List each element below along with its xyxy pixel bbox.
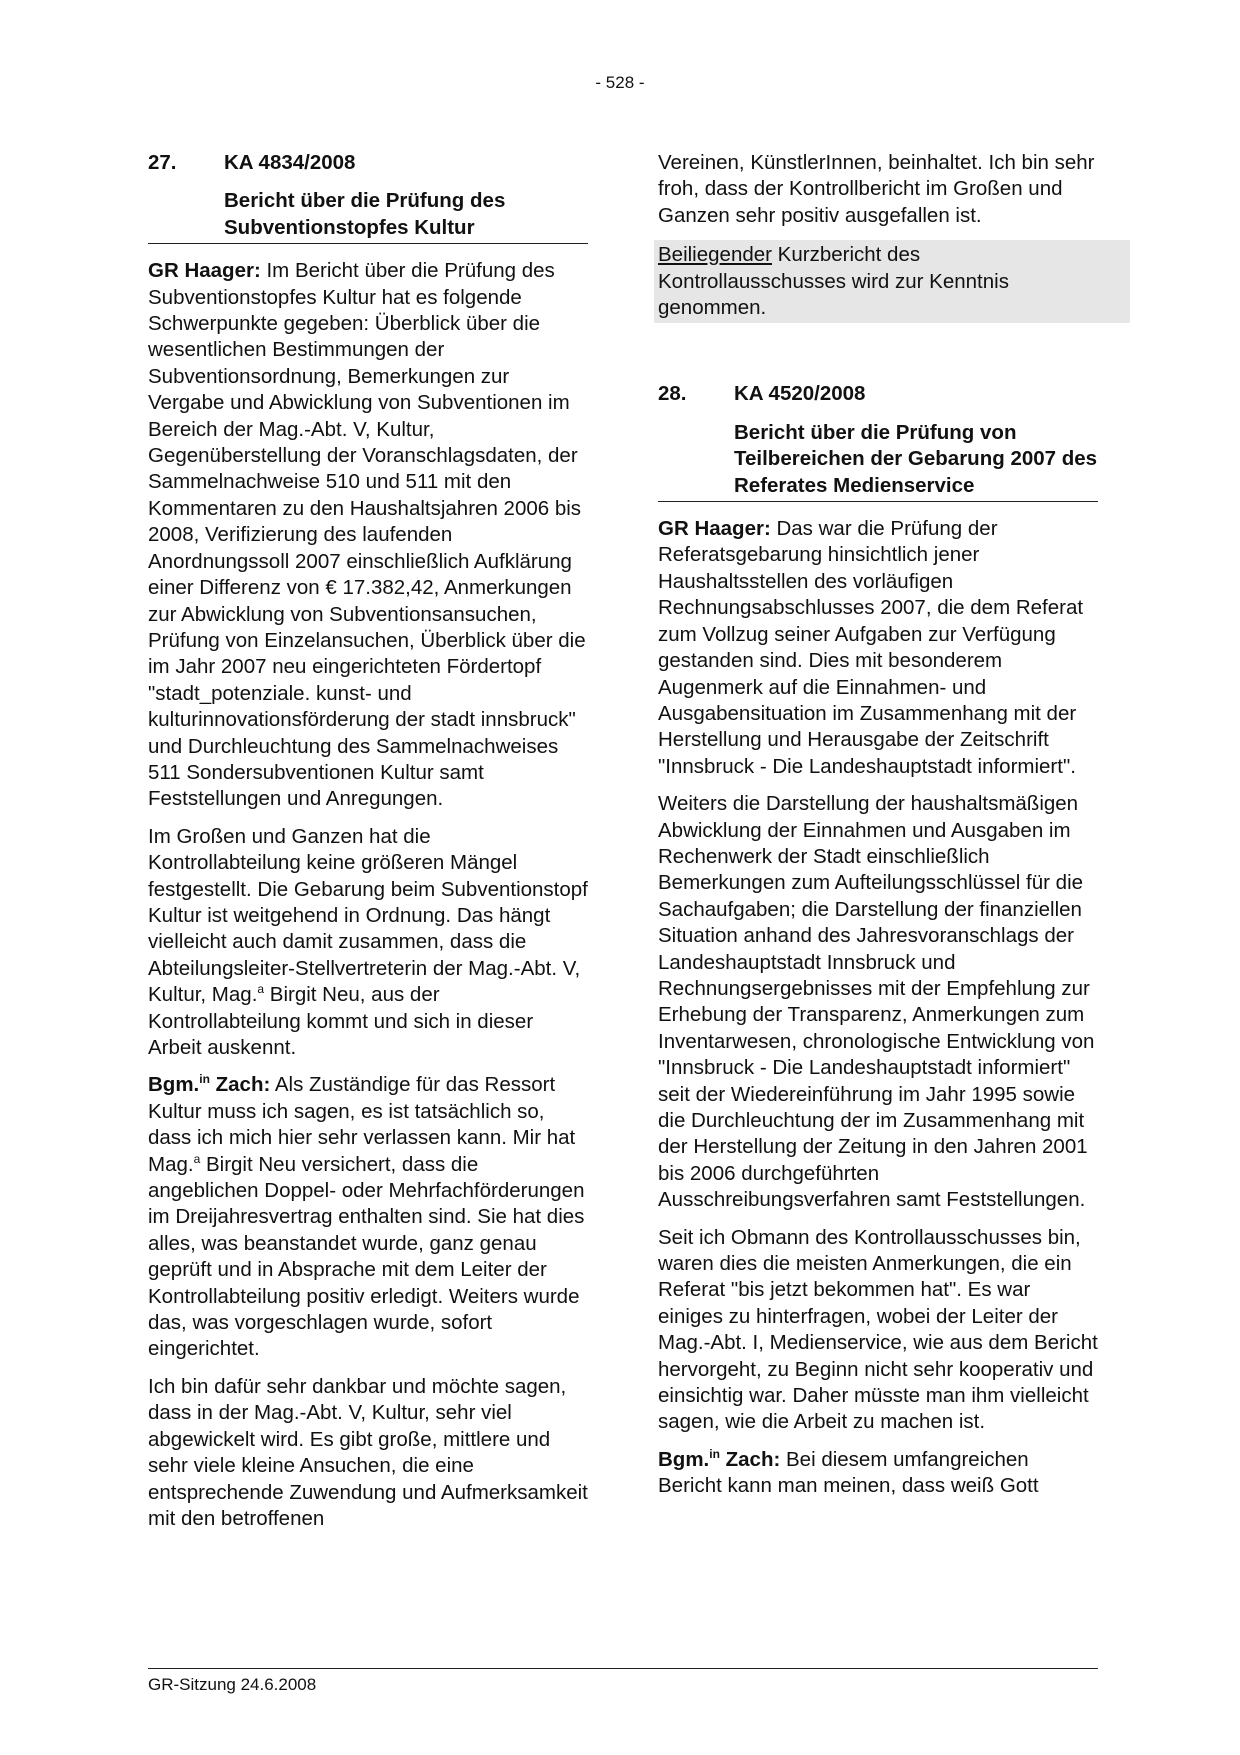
- resolution-underlined: Beiliegender: [658, 243, 772, 267]
- item-number: 27.: [148, 151, 177, 174]
- paragraph-text: Birgit Neu, aus der Kontrollabteilung kommt und sich in dieser Arbeit auskennt.: [148, 983, 534, 1059]
- superscript: a: [257, 982, 265, 997]
- paragraph-text: Birgit Neu versichert, dass die angeblichen Doppel- oder Mehrfachförderungen im Dreijahresvertrag enthalten sind. Sie hat dies alles, was beanstandet wurde, ganz genau geprüft und in Absprache mit dem Leiter der Kontrollabteilung positiv erledigt. Weiters wurde das, was vorgeschlagen wurde, sofort eingerichtet.: [148, 1152, 585, 1361]
- item-number: 28.: [658, 382, 687, 406]
- paragraph: [148, 824, 588, 1062]
- agenda-item-27-header: [148, 150, 588, 244]
- paragraph: Weiters die Darstellung der haushaltsmäßigen Abwicklung der Einnahmen und Ausgaben im Rechenwerk der Stadt einschließlich Bemerkungen zum Aufteilungsschlüssel für die Sachaufgaben; die Darstellung der finanziellen Situation anhand des Jahresvoranschlags der Landeshauptstadt Innsbruck und Rechnungsergebnisses mit der Empfehlung zur Erhebung der Transparenz, Anmerkungen zum Inventarwesen, chronologische Entwicklung von "Innsbruck - Die Landeshauptstadt informiert" seit der Wiedereinführung im Jahr 1995 sowie die Durchleuchtung der im Zusammenhang mit der Herstellung der Zeitung in den Jahren 2001 bis 2006 durchgeführten Ausschreibungsverfahren samt Feststellungen.: [658, 792, 1095, 1212]
- paragraph: [148, 258, 588, 813]
- page-number: - 528 -: [595, 73, 645, 92]
- right-column: [658, 150, 1098, 1511]
- paragraph-text: Bei diesem umfangreichen Bericht kann man meinen, dass weiß Gott: [658, 1447, 1039, 1498]
- item-code: KA 4520/2008: [734, 382, 866, 406]
- speaker-name: Bgm.$^{in}$ Zach:: [658, 1446, 781, 1471]
- resolution-text: Kurzbericht des Kontrollausschusses wird zur Kenntnis genommen.: [658, 243, 1009, 320]
- superscript: a: [193, 1151, 201, 1166]
- resolution-box: [654, 240, 1130, 323]
- paragraph-text: Im Großen und Ganzen hat die Kontrollabteilung keine größeren Mängel festgestellt. Die Gebarung beim Subventionstopf Kultur ist weitgehend in Ordnung. Das hängt vielleicht auch damit zusammen, dass die Abteilungsleiter-Stellvertreterin der Mag.-Abt. V, Kultur, Mag.: [148, 824, 588, 1007]
- item-title: Bericht über die Prüfung des Subventionstopfes Kultur: [224, 189, 506, 239]
- left-column: [148, 150, 588, 1543]
- paragraph: [658, 516, 1098, 780]
- speaker-name: GR Haager:: [658, 517, 771, 541]
- paragraph: Ich bin dafür sehr dankbar und möchte sagen, dass in der Mag.-Abt. V, Kultur, sehr viel abgewickelt wird. Es gibt große, mittlere und sehr viele kleine Ansuchen, die eine entsprechende Zuwendung und Aufmerksamkeit mit den betroffenen: [148, 1374, 588, 1530]
- paragraph: [148, 1072, 588, 1362]
- item-code: KA 4834/2008: [224, 151, 356, 174]
- item-title: Bericht über die Prüfung von Teilbereichen der Gebarung 2007 des Referates Medienservice: [734, 420, 1098, 497]
- paragraph-text: Im Bericht über die Prüfung des Subventionstopfes Kultur hat es folgende Schwerpunkte gegeben: Überblick über die wesentlichen Bestimmungen der Subventionsordnung, Bemerkungen zur Vergabe und Abwicklung von Subventionen im Bereich der Mag.-Abt. V, Kultur, Gegenüberstellung der Voranschlagsdaten, der Sammelnachweise 510 und 511 mit den Kommentaren zu den Haushaltsjahren 2006 bis 2008, Verifizierung des laufenden Anordnungssoll 2007 einschließlich Aufklärung einer Differenz von € 17.382,42, Anmerkungen zur Abwicklung von Subventionsansuchen, Prüfung von Einzelansuchen, Überblick über die im Jahr 2007 neu eingerichteten Fördertopf "stadt_potenziale. kunst- und kulturinnovationsförderung der stadt innsbruck" und Durchleuchtung des Sammelnachweises 511 Sondersubventionen Kultur samt Feststellungen und Anregungen.: [148, 259, 586, 811]
- paragraph-text: Als Zuständige für das Ressort Kultur muss ich sagen, es ist tatsächlich so, dass ich mich hier sehr verlassen kann. Mir hat Mag.: [148, 1073, 576, 1176]
- footer-rule: [148, 1668, 1098, 1669]
- paragraph: Vereinen, KünstlerInnen, beinhaltet. Ich bin sehr froh, dass der Kontrollbericht im Großen und Ganzen sehr positiv ausgefallen ist.: [658, 151, 1095, 227]
- paragraph-text: Das war die Prüfung der Referatsgebarung hinsichtlich jener Haushaltsstellen des vorläufigen Rechnungsabschlusses 2007, die dem Referat zum Vollzug seiner Aufgaben zur Verfügung gestanden sind. Dies mit besonderem Augenmerk auf die Einnahmen- und Ausgabensituation im Zusammenhang mit der Herstellung und Herausgabe der Zeitschrift "Innsbruck - Die Landeshauptstadt informiert".: [658, 517, 1084, 778]
- footer: GR-Sitzung 24.6.2008: [148, 1675, 317, 1694]
- paragraph: [658, 1447, 1098, 1500]
- paragraph: Seit ich Obmann des Kontrollausschusses bin, waren dies die meisten Anmerkungen, die ein Referat "bis jetzt bekommen hat". Es war einiges zu hinterfragen, wobei der Leiter der Mag.-Abt. I, Medienservice, wie aus dem Bericht hervorgeht, zu Beginn nicht sehr kooperativ und einsichtig war. Daher müsste man ihm vielleicht sagen, wie die Arbeit zu machen ist.: [658, 1225, 1098, 1434]
- speaker-name: GR Haager:: [148, 259, 261, 283]
- speaker-name: Bgm.$^{in}$ Zach:: [148, 1072, 271, 1097]
- agenda-item-28-header: [658, 381, 1098, 502]
